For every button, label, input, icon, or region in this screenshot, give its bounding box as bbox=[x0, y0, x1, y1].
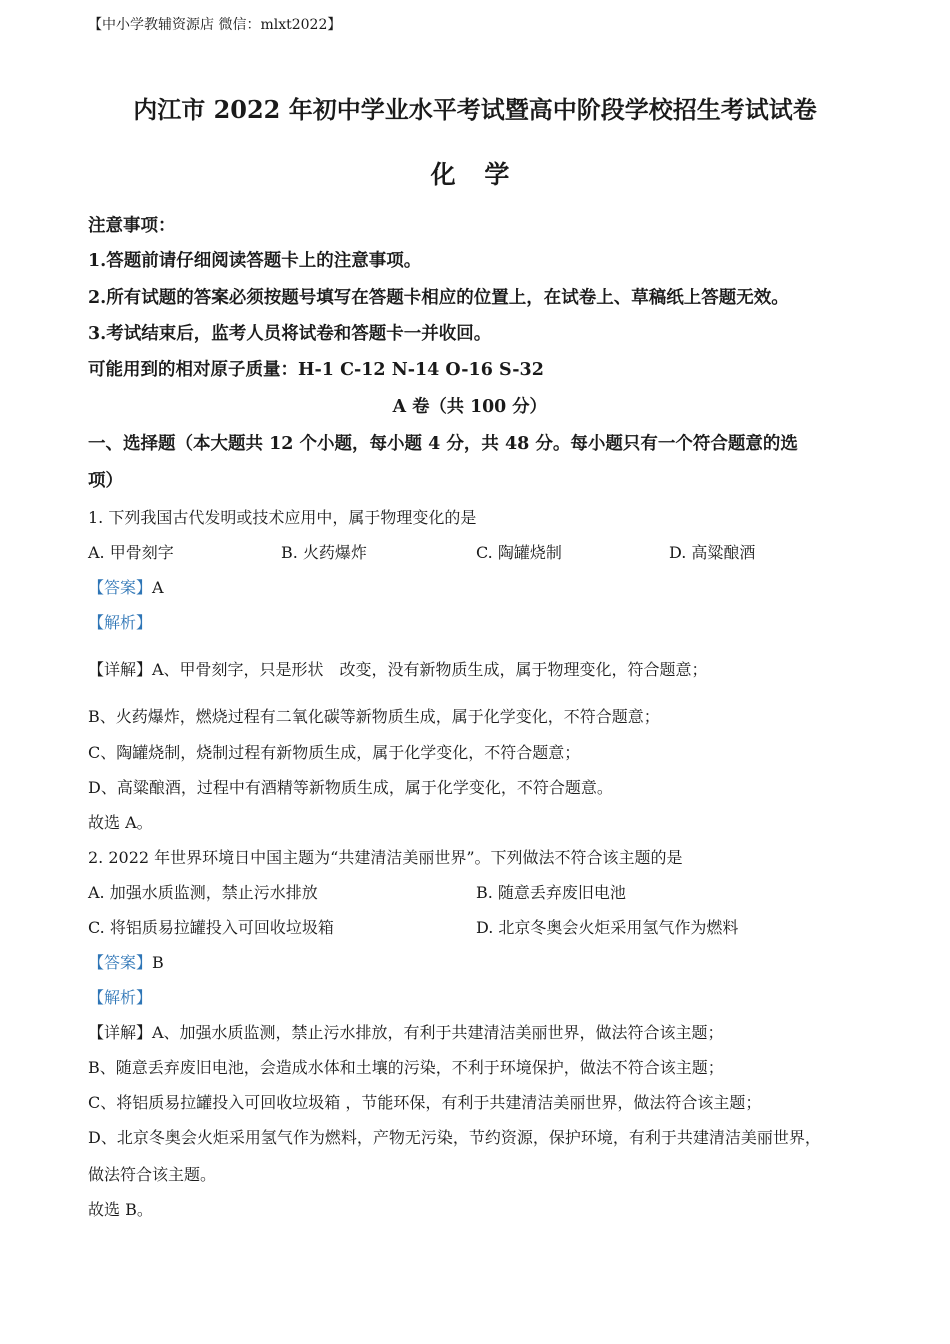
q2-detail-1: 【详解】A、加强水质监测，禁止污水排放，有利于共建清洁美丽世界，做法符合该主题； bbox=[88, 1023, 724, 1042]
q2-option-b: B. 随意丢弃废旧电池 bbox=[476, 883, 626, 902]
q1-detail-1: 【详解】A、甲骨刻字，只是形状 改变，没有新物质生成，属于物理变化，符合题意； bbox=[88, 660, 708, 679]
q2-option-a: A. 加强水质监测，禁止污水排放 bbox=[88, 883, 318, 902]
q1-detail-2: B、火药爆炸，燃烧过程有二氧化碳等新物质生成，属于化学变化，不符合题意； bbox=[88, 707, 660, 726]
section-heading-line-1: 一、选择题（本大题共 12 个小题，每小题 4 分，共 48 分。每小题只有一个符合题意的选 bbox=[88, 434, 798, 454]
q2-answer bbox=[88, 950, 164, 973]
answer-label: 【答案】 bbox=[88, 953, 153, 972]
q2-analysis-label: 【解析】 bbox=[88, 988, 153, 1007]
header-note: 【中小学教辅资源店 微信：mlxt2022】 bbox=[88, 17, 342, 33]
q2-detail-3: C、将铝质易拉罐投入可回收垃圾箱 ，节能环保，有利于共建清洁美丽世界，做法符合该主题； bbox=[88, 1093, 762, 1112]
q2-stem: 2. 2022 年世界环境日中国主题为“共建清洁美丽世界”。下列做法不符合该主题的是 bbox=[88, 848, 683, 867]
section-title: A 卷（共 100 分） bbox=[392, 397, 547, 417]
q1-analysis-label: 【解析】 bbox=[88, 613, 153, 632]
q1-conclusion: 故选 A。 bbox=[88, 813, 153, 832]
q1-detail-3: C、陶罐烧制，烧制过程有新物质生成，属于化学变化，不符合题意； bbox=[88, 743, 581, 762]
q2-detail-2: B、随意丢弃废旧电池，会造成水体和土壤的污染，不利于环境保护，做法不符合该主题； bbox=[88, 1058, 724, 1077]
q2-option-d: D. 北京冬奥会火炬采用氢气作为燃料 bbox=[476, 918, 739, 937]
q1-option-b: B. 火药爆炸 bbox=[281, 543, 367, 562]
q1-detail-4: D、高粱酿酒，过程中有酒精等新物质生成，属于化学变化，不符合题意。 bbox=[88, 778, 613, 797]
answer-value: B bbox=[152, 953, 164, 972]
notice-heading: 注意事项： bbox=[88, 216, 176, 236]
answer-label: 【答案】 bbox=[88, 578, 153, 597]
notice-item-1: 1.答题前请仔细阅读答题卡上的注意事项。 bbox=[88, 251, 422, 271]
answer-value: A bbox=[152, 578, 164, 597]
section-heading-line-2: 项） bbox=[88, 471, 123, 491]
q2-detail-5: 做法符合该主题。 bbox=[88, 1165, 217, 1184]
q2-option-c: C. 将铝质易拉罐投入可回收垃圾箱 bbox=[88, 918, 334, 937]
notice-item-2: 2.所有试题的答案必须按题号填写在答题卡相应的位置上，在试卷上、草稿纸上答题无效。 bbox=[88, 288, 789, 308]
q2-conclusion: 故选 B。 bbox=[88, 1200, 153, 1219]
subject-title: 化 学 bbox=[430, 160, 520, 189]
atomic-masses: 可能用到的相对原子质量：H-1 C-12 N-14 O-16 S-32 bbox=[88, 360, 544, 380]
q2-detail-4: D、北京冬奥会火炬采用氢气作为燃料，产物无污染，节约资源，保护环境，有利于共建清洁美丽世界， bbox=[88, 1128, 821, 1147]
q1-option-c: C. 陶罐烧制 bbox=[476, 543, 562, 562]
q1-option-d: D. 高粱酿酒 bbox=[669, 543, 756, 562]
q1-stem: 1. 下列我国古代发明或技术应用中，属于物理变化的是 bbox=[88, 508, 477, 527]
q1-option-a: A. 甲骨刻字 bbox=[88, 543, 174, 562]
notice-item-3: 3.考试结束后，监考人员将试卷和答题卡一并收回。 bbox=[88, 324, 492, 344]
page-title: 内江市 2022 年初中学业水平考试暨高中阶段学校招生考试试卷 bbox=[133, 95, 817, 124]
q1-answer bbox=[88, 575, 164, 598]
